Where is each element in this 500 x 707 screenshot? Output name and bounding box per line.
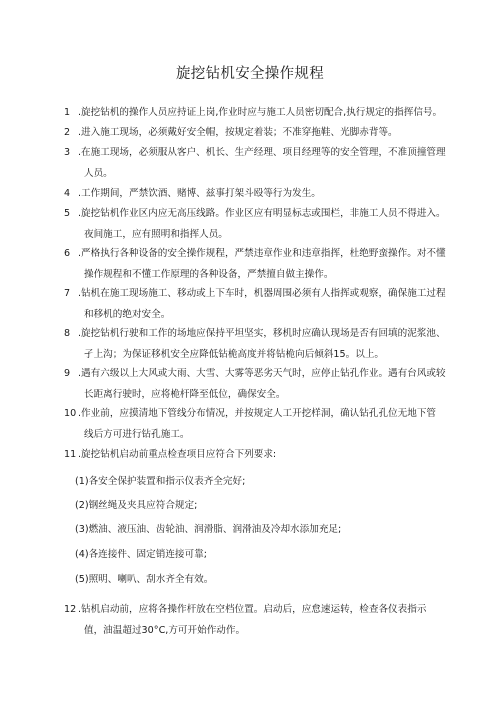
rule-text: .旋挖钻机启动前重点检查项目应符合下列要求: (78, 449, 277, 460)
rule-number: 12 (64, 604, 77, 615)
checklist-item: (3)燃油、液压油、齿轮油、润滑脂、润滑油及冷却水添加充足; (75, 524, 342, 535)
rule-text: .工作期间，严禁饮酒、赌博、兹事打架斗殴等行为发生。 (78, 188, 321, 199)
rule-continuation: 孑上沟；为保证移机安全应降低钻桅高度并将钻桅向后倾斜15。以上。 (84, 349, 385, 360)
checklist-item: (5)照明、喇叭、刮水齐全有效。 (75, 574, 214, 585)
rule-number: 3 (64, 147, 71, 158)
rule-text: .旋挖钻机作业区内应无高压线路。作业区应有明显标志或围栏，非施工人员不得进入。 (78, 208, 446, 219)
rule-text: .在施工现场，必须服从客户、机长、生产经理、项目经理等的安全管理，不准顶撞管理 (78, 147, 446, 158)
rule-number: 11 (64, 449, 77, 460)
rule-number: 2 (64, 127, 71, 138)
rule-number: 7 (64, 288, 71, 299)
document-title: 旋挖钻机安全操作规程 (176, 66, 324, 82)
rule-number: 5 (64, 208, 71, 219)
rule-continuation: 夜间施工，应有照明和指挥人员。 (84, 229, 228, 240)
rule-text: .钻机在施工现场施工、移动或上下车时，机器周围必须有人指挥或观察，确保施工过程 (78, 288, 446, 299)
checklist-item: (2)钢丝绳及夹具应符合规定; (75, 500, 198, 511)
rule-number: 4 (64, 188, 71, 199)
rule-continuation: 长距离行驶时，应将桅杆降至低位，确保安全。 (84, 389, 286, 400)
rule-continuation: 和移机的绝对安全。 (84, 309, 171, 320)
rule-text: .遇有六级以上大风或大雨、大雪、大雾等恶劣天气时，应停止钻孔作业。遇有台风或较 (78, 368, 446, 379)
checklist-item: (1)各安全保护装置和指示仪表齐全完好; (75, 476, 246, 487)
rule-text: .作业前，应摸清地下管线分布情况，并按规定人工开挖样洞，确认钻孔孔位无地下管 (78, 408, 437, 419)
checklist-item: (4)各连接件、固定销连接可靠; (75, 549, 207, 560)
rule-continuation: 线后方可进行钻孔施工。 (84, 429, 190, 440)
rule-text: .钻机启动前，应将各操作杆放在空档位置。启动后，应怠速运转，检查各仪表指示 (78, 604, 427, 615)
rule-continuation: 人员。 (84, 168, 113, 179)
rule-text: .旋挖钻机的操作人员应持证上岗,作业时应与施工人员密切配合,执行规定的指挥信号。 (78, 107, 443, 118)
rule-number: 6 (64, 248, 71, 259)
rule-text: .进入施工现场，必须戴好安全帽，按规定着装；不准穿拖鞋、光脚赤背等。 (78, 127, 398, 138)
rule-number: 10 (64, 408, 77, 419)
rule-number: 1 (64, 107, 71, 118)
rule-continuation: 操作规程和不懂工作原理的各种设备，严禁擅自做主操作。 (84, 269, 334, 280)
rule-number: 8 (64, 328, 71, 339)
rule-number: 9 (64, 368, 71, 379)
rule-continuation: 值，油温超过30°C,方可开始作动作。 (84, 625, 246, 636)
rule-text: .旋挖钻机行驶和工作的场地应保持平坦坚实，移机时应确认现场是否有回填的泥浆池、 (78, 328, 446, 339)
rule-text: .严格执行各种设备的安全操作规程，严禁违章作业和违章指挥，杜绝野蛮操作。对不懂 (78, 248, 446, 259)
